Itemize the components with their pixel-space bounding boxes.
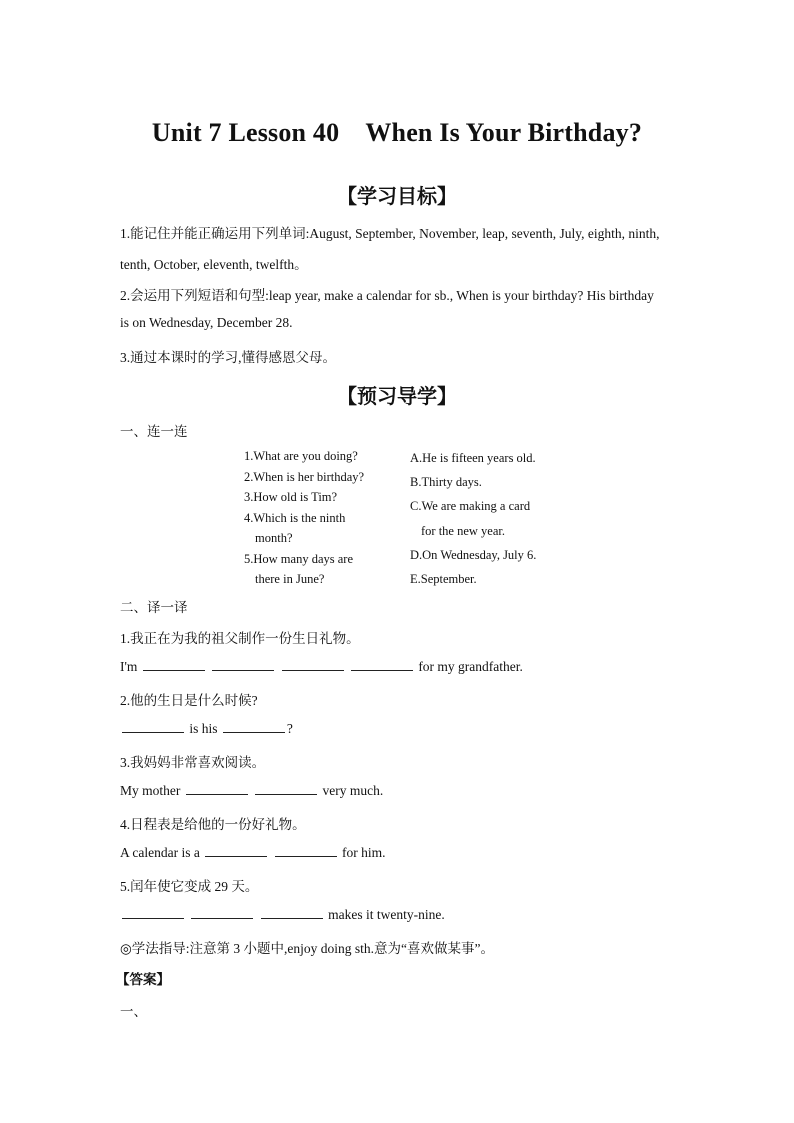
question-item: 1.What are you doing?	[244, 449, 358, 463]
answer-item: C.We are making a card	[410, 499, 531, 514]
question-item: 2.When is her birthday?	[244, 469, 365, 484]
page-title	[0, 118, 794, 148]
answer-blank[interactable]	[212, 658, 274, 671]
sentence-text: very much.	[322, 783, 384, 798]
answer-blank[interactable]	[255, 782, 317, 795]
answer-heading: 【答案】	[116, 972, 170, 987]
sentence-text: is his	[189, 721, 218, 736]
question-item: 4.Which is the ninth	[244, 510, 346, 525]
question-item: there in June?	[255, 572, 325, 586]
answer-blank[interactable]	[351, 658, 413, 671]
answer-blank[interactable]	[122, 720, 184, 733]
goals-heading: 【学习目标】	[337, 186, 457, 208]
preview-heading: 【预习导学】	[337, 386, 457, 408]
question-item: month?	[255, 531, 293, 545]
goal-item-1a: 1.能记住并能正确运用下列单词:August, September, November, leap, seventh, July, eighth, ninth,	[120, 226, 660, 241]
translation-5-cn: 5.闰年使它变成 29 天。	[120, 879, 259, 894]
sentence-text: for my grandfather.	[418, 659, 523, 674]
answer-item: B.Thirty days.	[410, 475, 482, 490]
sentence-text: A calendar is a	[120, 845, 200, 860]
question-item: 3.How old is Tim?	[244, 490, 338, 504]
translation-2-cn: 2.他的生日是什么时候?	[120, 693, 258, 708]
goal-item-1b: tenth, October, eleventh, twelfth。	[120, 257, 308, 272]
translation-4-en	[120, 844, 690, 861]
answer-blank[interactable]	[122, 906, 184, 919]
answer-blank[interactable]	[205, 844, 267, 857]
answer-part1: 一、	[120, 1004, 147, 1019]
goal-item-2b: is on Wednesday, December 28.	[120, 315, 293, 330]
answer-blank[interactable]	[143, 658, 205, 671]
answer-item: A.He is fifteen years old.	[410, 451, 536, 465]
study-tip: ◎学法指导:注意第 3 小题中,enjoy doing sth.意为“喜欢做某事”。	[120, 941, 495, 956]
answer-item: D.On Wednesday, July 6.	[410, 547, 537, 562]
matching-questions	[244, 446, 364, 590]
sentence-text: My mother	[120, 783, 181, 798]
title-topic: When Is Your Birthday?	[365, 118, 643, 147]
answer-blank[interactable]	[223, 720, 285, 733]
translation-1-en	[120, 658, 690, 675]
answer-blank[interactable]	[275, 844, 337, 857]
answer-item: E.September.	[410, 572, 477, 587]
translation-2-en	[120, 720, 690, 737]
translation-1-cn: 1.我正在为我的祖父制作一份生日礼物。	[120, 631, 360, 646]
question-item: 5.How many days are	[244, 551, 353, 566]
sentence-text: for him.	[341, 845, 386, 860]
answer-blank[interactable]	[186, 782, 248, 795]
part1-label: 一、连一连	[120, 424, 188, 439]
translation-3-en	[120, 782, 690, 799]
sentence-text: ?	[286, 721, 293, 736]
sentence-text: I'm	[120, 659, 138, 674]
answer-blank[interactable]	[261, 906, 323, 919]
translation-3-cn: 3.我妈妈非常喜欢阅读。	[120, 755, 266, 770]
goal-item-2a: 2.会运用下列短语和句型:leap year, make a calendar for sb., When is your birthday? His birthday	[120, 288, 654, 303]
answer-item: for the new year.	[421, 523, 505, 538]
answer-blank[interactable]	[282, 658, 344, 671]
translation-4-cn: 4.日程表是给他的一份好礼物。	[120, 817, 306, 832]
goal-item-3: 3.通过本课时的学习,懂得感恩父母。	[120, 350, 336, 365]
part2-label: 二、译一译	[120, 600, 188, 615]
answer-blank[interactable]	[191, 906, 253, 919]
translation-5-en	[120, 906, 690, 923]
matching-answers	[410, 446, 536, 591]
sentence-text: makes it twenty-nine.	[328, 907, 445, 922]
title-unit-lesson: Unit 7 Lesson 40	[151, 118, 340, 147]
